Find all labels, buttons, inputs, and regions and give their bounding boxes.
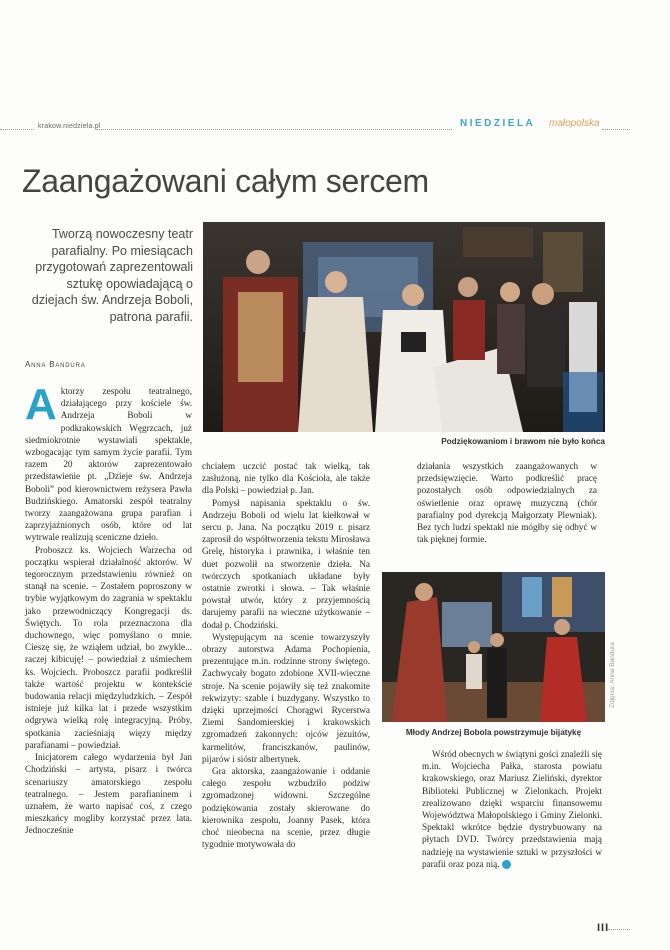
photo-caption-applause: Podziękowaniom i brawom nie było końca <box>441 437 605 446</box>
photo-caption-young-bobola: Młody Andrzej Bobola powstrzymuje bijatykę <box>405 728 582 737</box>
paragraph: Inicjatorem całego wydarzenia był Jan Chodziński – artysta, pisarz i twórca scenariuszy amatorskiego zespołu teatralnego. – Jestem parafianinem i uznałem, że warto napisać coś, z czego mieszkańcy mogliby korzystać przez lata. Jednocześnie <box>25 752 192 836</box>
article-title: Zaangażowani całym sercem <box>22 163 429 199</box>
article-column-2 <box>202 460 370 851</box>
article-column-3 <box>382 460 597 545</box>
paragraph: chciałem uczcić postać tak wielką, tak zasłużoną, nie tylko dla Kościoła, ale także dla Polski – powiedział p. Jan. <box>202 461 370 496</box>
photo-credit: Zdjęcia: Anna Bandura <box>609 642 616 708</box>
header-rule-middle <box>96 129 452 130</box>
paragraph <box>422 748 602 870</box>
paragraph: Proboszcz ks. Wojciech Warzecha od początku wspierał działalność aktorów. W tegorocznym przedstawieniu również on stanął na scenie. – Zostałem poproszony w trybie wyjątkowym do zagrania w spektaklu jako przewodniczący Kongregacji ds. Świętych. To rola przeznaczona dla duchownego, więc pomyślano o mnie. Cieszę się, że wziąłem udział, bo zwykle... raczej kibicuję! – powiedział z uśmiechem ks. Wojciech. Proboszcz parafii podkreślił także wartość projektu w kontekście budowania relacji międzyludzkich. – Zespół istnieje już kilka lat i przede wszystkim odgrywa wielką rolę integracyjną. Próby, spotkania zacieśniają więzy między parafianami – powiedział. <box>25 544 192 750</box>
author-name: Anna Bandura <box>25 360 86 369</box>
photo-young-bobola <box>382 572 605 722</box>
end-mark-icon: N <box>502 860 511 869</box>
site-url[interactable]: krakow.niedziela.pl <box>38 123 101 130</box>
header-rule-right <box>602 129 630 130</box>
footer-rule <box>608 929 630 930</box>
article-column-1 <box>25 380 192 837</box>
paragraph: Gra aktorska, zaangażowanie i oddanie całego zespołu wzbudziło podziw zgromadzonej widowni. Szczególne podziękowania zostały skierowane do kierownika zespołu, Joanny Pasek, która choć nieobecna na scenie, przez długie tygodnie motywowała do <box>202 766 370 850</box>
paragraph-text: ktorzy zespołu teatralnego, działającego przy kościele św. Andrzeja Boboli w podkrakowskich Węgrzcach, już siedmiokrotnie wystawiali spektakle, wzbogacając tym samym życie parafii. Tym razem 20 aktorów zaprezentowało przedstawienie pt. „Dzieje św. Andrzeja Boboli” pod kierownictwem reżysera Pawła Budzińskiego. Amatorski zespół teatralny tworzy zaangażowana grupa parafian i zaprzyjaźnionych osób, które od lat wytrwale realizują sceniczne dzieło. <box>25 386 192 543</box>
paragraph: Występującym na scenie towarzyszyły obrazy autorstwa Adama Pochopienia, prezentujące m.in. rodzinne strony świętego. Zachwycały bogato zdobione XVII-wieczne stroje. Na scenie pojawiły się też znakomite rekwizyty: szable i buzdygany. Wszystko to dzięki uprzejmości Chorągwi Rycerstwa Ziemi Sandomierskiej i krakowskich zgromadzeń zakonnych: ojców jezuitów, karmelitów, franciszkanów, paulinów, pijarów i sióstr albertynek. <box>202 631 370 764</box>
photo-stage-applause <box>203 222 605 432</box>
paragraph: działania wszystkich zaangażowanych w przedsięwzięcie. Warto podkreślić pracę pozostałych osób odpowiedzialnych za oświetlenie oraz oprawę muzyczną (chór parafialny pod dyrekcją Małgorzaty Plewniak). Bez tych ludzi spektakl nie mógłby się odbyć w tak pięknej formie. <box>417 461 597 545</box>
paragraph: Pomysł napisania spektaklu o św. Andrzeju Boboli od wielu lat kiełkował w sercu p. Jana. Na początku 2019 r. pisarz zaprosił do współtworzenia tekstu Mirosława Grelę, historyka i prawnika, i właśnie ten duet pozwolił na stworzenie dzieła. Na twórczych spotkaniach układane były ostatnie zwrotki i słowa. – Tak właśnie powstał utwór, który z przyjemnością darujemy parafii na wieczne użytkowanie – dodał p. Chodziński. <box>202 497 370 630</box>
publication-brand: NIEDZIELA <box>460 118 536 129</box>
article-author <box>25 360 86 369</box>
article-lead: Tworzą nowoczesny teatr parafialny. Po miesiącach przygotowań zaprezentowali sztukę opowiadającą o dziejach św. Andrzeja Boboli, patrona parafii. <box>31 227 193 324</box>
photo-young-bobola-image <box>382 572 605 722</box>
drop-cap: A <box>25 380 57 429</box>
publication-region: małopolska <box>549 118 600 129</box>
header-rule-left <box>0 129 34 130</box>
paragraph <box>25 380 192 544</box>
photo-stage-applause-image <box>203 222 605 432</box>
paragraph-text: Wśród obecnych w świątyni gości znaleźli się m.in. Wojciecha Pałka, starosta powiatu krakowskiego, oraz Mariusz Zieliński, dyrektor Biblioteki Publicznej w Zielonkach. Projekt zrealizowano dzięki wsparciu finansowemu Województwa Małopolskiego i Gminy Zielonki. Spektakl wkrótce będzie dystrybuowany na płytach DVD. Twórcy przedstawienia mają nadzieję na wystawienie sztuki w przyszłości w parafii oraz poza nią. <box>422 749 602 869</box>
page-number: III <box>597 922 610 934</box>
article-column-3-continued <box>382 748 602 870</box>
